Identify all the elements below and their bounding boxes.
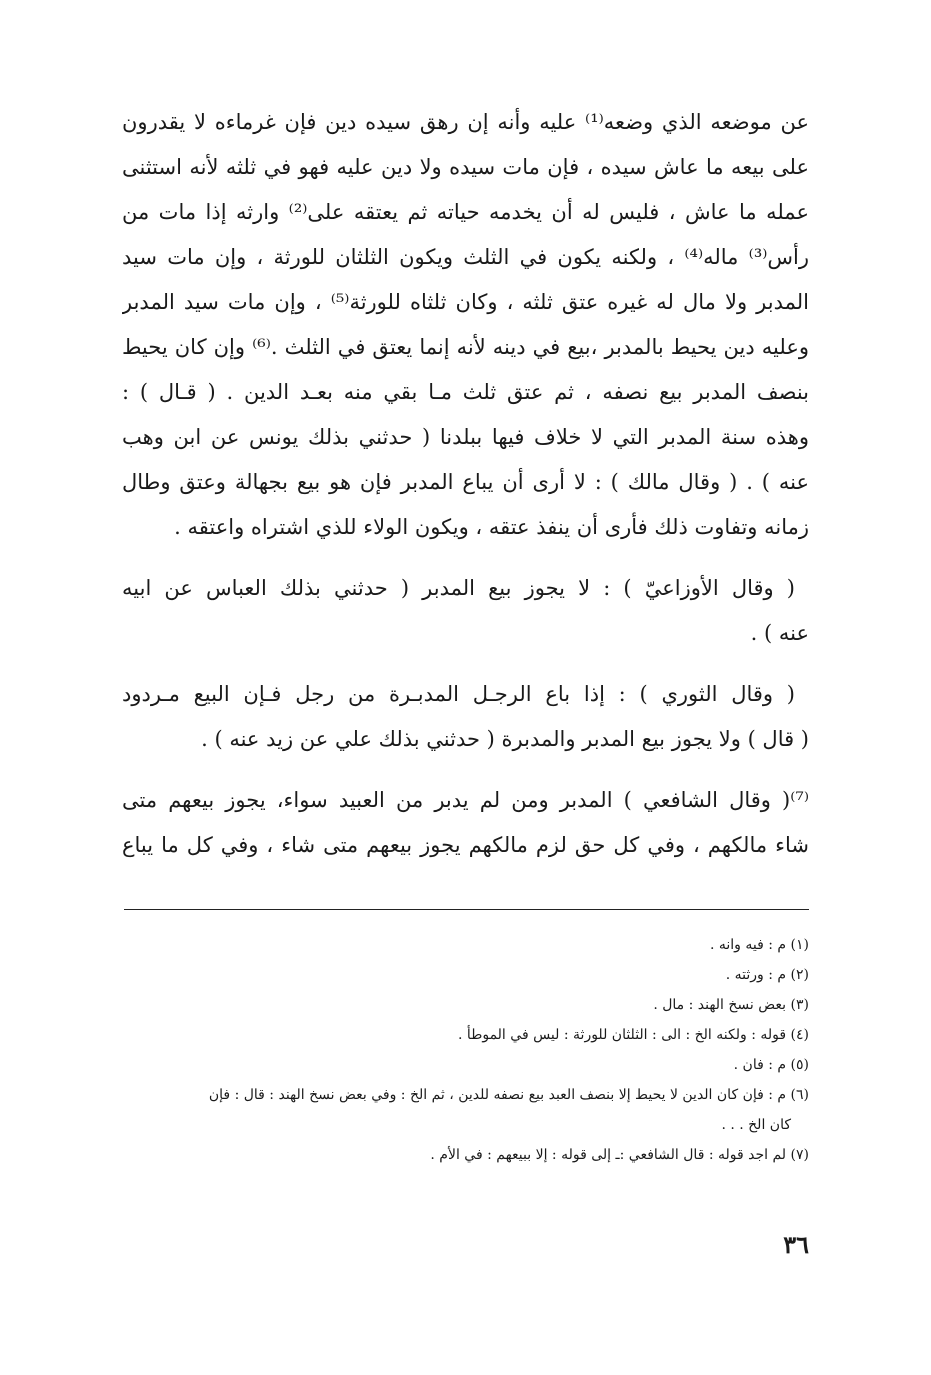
- paragraph-2: [122, 566, 809, 656]
- text-line: وعليه دين يحيط بالمدبر ،بيع في دينه لأنه إنما يعتق في الثلث .⁽⁶⁾ وإن كان يحيط: [122, 335, 809, 359]
- text-line: المدبر ولا مال له غيره عتق ثلثه ، وكان ثلثاه للورثة⁽⁵⁾ ، وإن مات سيد المدبر: [122, 290, 809, 314]
- paragraph-4: [122, 778, 809, 868]
- text-line: عنه ) .: [750, 621, 809, 645]
- text-line: ( وقال الأوزاعيّ ) : لا يجوز بيع المدبر ( حدثني بذلك العباس عن ابيه: [122, 576, 795, 600]
- footnote: (١) م : فيه وانه .: [709, 937, 809, 953]
- text-line: ⁽⁷⁾( وقال الشافعي ) المدبر ومن لم يدبر من العبيد سواء، يجوز بيعهم متى: [122, 788, 809, 812]
- text-line: زمانه وتفاوت ذلك فأرى أن ينفذ عتقه ، ويكون الولاء للذي اشتراه واعتقه .: [174, 515, 809, 539]
- text-line: ( قال ) ولا يجوز بيع المدبر والمدبرة ( حدثني بذلك علي عن زيد عنه ) .: [201, 727, 809, 751]
- text-line: عمله ما عاش ، فليس له أن يخدمه حياته ثم يعتقه على⁽²⁾ وارثه إذا مات من: [122, 200, 809, 224]
- footnote: (٧) لم اجد قوله : قال الشافعي :ـ إلى قوله : إلا ببيعهم : في الأم .: [430, 1147, 809, 1163]
- text-line: عن موضعه الذي وضعه⁽¹⁾ عليه وأنه إن رهق سيده دين فإن غرماءه لا يقدرون: [122, 110, 809, 134]
- text-line: عنه ) . ( وقال مالك ) : لا أرى أن يباع المدبر فإن هو بيع بجهالة وعتق وطال: [122, 470, 809, 494]
- main-text: [122, 100, 809, 868]
- text-line: ( وقال الثوري ) : إذا باع الرجـل المدبـرة من رجل فـإن البيع مـردود: [122, 682, 795, 706]
- footnote: (٢) م : ورثته .: [725, 967, 809, 983]
- footnote: (٣) بعض نسخ الهند : مال .: [653, 997, 809, 1013]
- footnote: (٤) قوله : ولكنه الخ : الى : الثلثان للورثة : ليس في الموطأ .: [458, 1027, 809, 1043]
- paragraph-1: [122, 100, 809, 550]
- paragraph-3: [122, 672, 809, 762]
- paragraph-gap: [122, 762, 809, 778]
- text-line: وهذه سنة المدبر التي لا خلاف فيها ببلدنا ( حدثني بذلك يونس عن ابن وهب: [122, 425, 809, 449]
- footnote-continuation: كان الخ . . .: [721, 1117, 791, 1133]
- paragraph-gap: [122, 656, 809, 672]
- footnote-divider: [124, 909, 809, 910]
- page-number: ٣٦: [783, 1230, 809, 1259]
- text-line: بنصف المدبر بيع نصفه ، ثم عتق ثلث مـا بقي منه بعـد الدين . ( قـال ) :: [122, 380, 809, 404]
- text-line: رأس⁽³⁾ ماله⁽⁴⁾ ، ولكنه يكون في الثلث ويكون الثلثان للورثة ، وإن مات سيد: [122, 245, 809, 269]
- footnote: (٦) م : فإن كان الدين لا يحيط إلا بنصف العبد بيع نصفه للدين ، ثم الخ : وفي بعض نسخ الهند : قال : فإن: [208, 1087, 809, 1103]
- text-line: شاء مالكهم ، وفي كل حق لزم مالكهم يجوز بيعهم متى شاء ، وفي كل ما يباع: [122, 833, 809, 857]
- footnote: (٥) م : فان .: [733, 1057, 809, 1073]
- footnotes: [124, 930, 809, 1170]
- paragraph-gap: [122, 550, 809, 566]
- text-line: على بيعه ما عاش سيده ، فإن مات سيده ولا دين عليه فهو في ثلثه لأنه استثنى: [122, 155, 809, 179]
